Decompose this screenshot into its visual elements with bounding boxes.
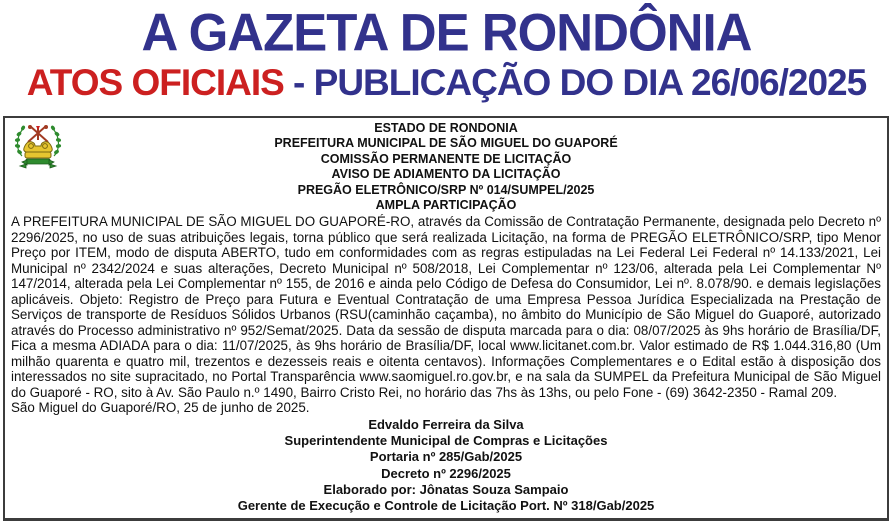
signature-elaborado: Elaborado por: Jônatas Souza Sampaio bbox=[323, 481, 569, 497]
notice-header-line: PREGÃO ELETRÔNICO/SRP Nº 014/SUMPEL/2025 bbox=[297, 182, 595, 197]
masthead bbox=[0, 0, 893, 104]
signature-portaria: Portaria nº 285/Gab/2025 bbox=[369, 449, 523, 465]
notice-header-line: AVISO DE ADIAMENTO DA LICITAÇÃO bbox=[331, 167, 561, 182]
notice-body: A PREFEITURA MUNICIPAL DE SÃO MIGUEL DO GUAPORÉ-RO, através da Comissão de Contratação Permanente, designada pelo Decreto nº 2296/2025, no uso de suas atribuições legais, torna público que será realizada Licitação, na forma de PREGÃO ELETRÔNICO/SRP, tipo Menor Preço por ITEM, modo de disputa ABERTO, tudo em conformidades com as regras estipuladas na Lei Federal Lei Federal nº 14.133/2021, Lei Municipal nº 2342/2024 e suas alterações, Decreto Municipal nº 508/2018, Lei Complementar nº 123/06, alterada pela Lei Complementar Nº 147/2014, alterada pela Lei Complementar nº 155, de 2016 e ainda pelo Código de Defesa do Consumidor, Lei nº. 8.078/90. e demais legislações aplicáveis. Objeto: Registro de Preço para Futura e Eventual Contratação de uma Empresa Pessoa Jurídica Especializada na Prestação de Serviços de transporte de Resíduos Sólidos Urbanos (RSU(caminhão caçamba), no âmbito do Município de São Miguel do Guaporé, autorizado através do Processo administrativo nº 952/Semat/2025. Data da sessão de disputa marcada para o dia: 08/07/2025 às 9hs horário de Brasília/DF, Fica a mesma ADIADA para o dia: 11/07/2025, às 9hs horário de Brasília/DF, local www.licitanet.com.br. Valor estimado de R$ 1.044.316,80 (Um milhão quarenta e quatro mil, trezentos e dezesseis reais e oitenta centavos). Informações Complementares e o Edital estão à disposição dos interessados no site supracitado, no Portal Transparência www.saomiguel.ro.gov.br, e na sala da SUMPEL da Prefeitura Municipal de São Miguel do Guaporé - RO, sito à Av. São Paulo n.º 1490, Bairro Cristo Rei, no horário das 7hs às 13hs, ou pelo Fone - (69) 3642-2350 - Ramal 209. bbox=[11, 214, 881, 400]
atos-oficiais-label: ATOS OFICIAIS bbox=[26, 62, 284, 103]
publication-date-label: - PUBLICAÇÃO DO DIA 26/06/2025 bbox=[283, 62, 867, 103]
signature-gerente: Gerente de Execução e Controle de Licitação Port. Nº 318/Gab/2025 bbox=[237, 497, 655, 513]
signature-title: Superintendente Municipal de Compras e Licitações bbox=[284, 433, 608, 449]
signature-block bbox=[11, 417, 881, 514]
notice-header-block bbox=[11, 121, 881, 213]
notice-header-line: PREFEITURA MUNICIPAL DE SÃO MIGUEL DO GUAPORÉ bbox=[274, 136, 618, 151]
notice-header-line: AMPLA PARTICIPAÇÃO bbox=[375, 198, 517, 213]
notice-date-line: São Miguel do Guaporé/RO, 25 de junho de 2025. bbox=[11, 400, 310, 416]
signature-decreto: Decreto nº 2296/2025 bbox=[381, 465, 511, 481]
notice-header-line: COMISSÃO PERMANENTE DE LICITAÇÃO bbox=[320, 151, 572, 166]
gazette-subtitle bbox=[0, 62, 893, 104]
signature-name: Edvaldo Ferreira da Silva bbox=[368, 416, 524, 432]
official-notice-box bbox=[3, 116, 889, 521]
notice-header-line: ESTADO DE RONDONIA bbox=[374, 121, 518, 135]
gazette-title: A GAZETA DE RONDÔNIA bbox=[141, 2, 752, 63]
coat-of-arms-icon bbox=[12, 122, 64, 170]
